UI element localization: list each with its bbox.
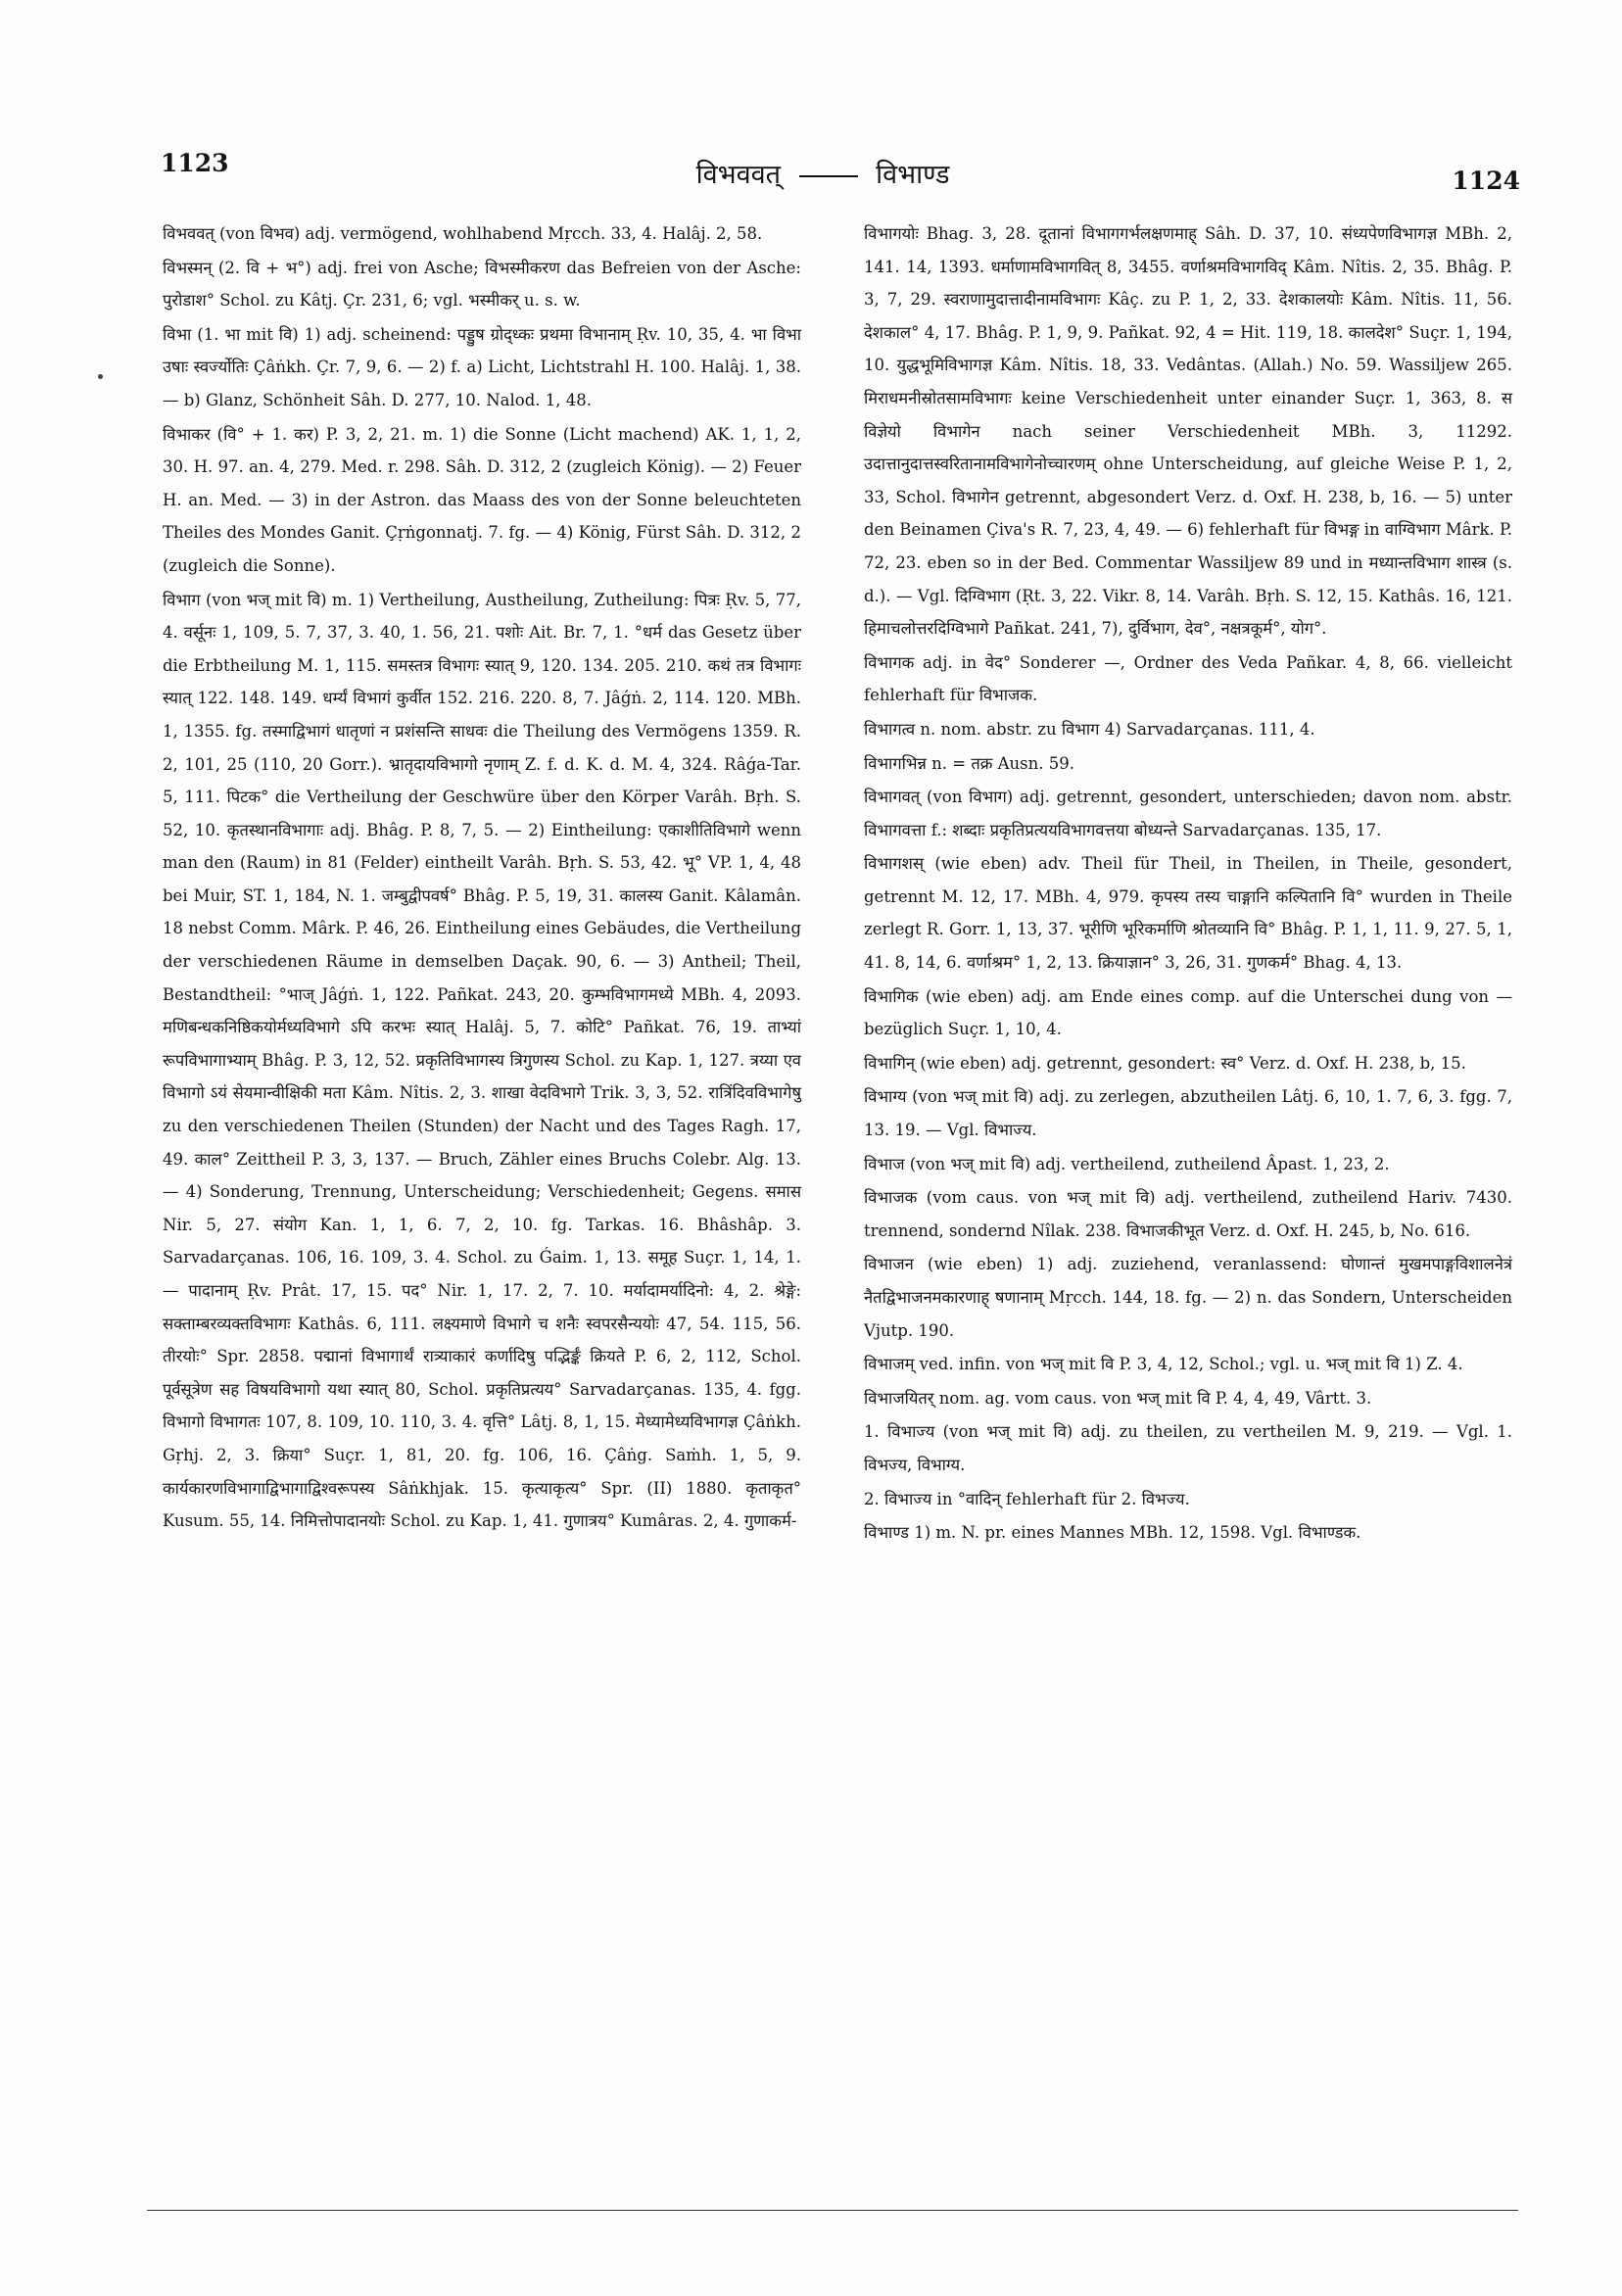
entry-vibhagin: विभागिन् (wie eben) adj. getrennt, gesondert: स्व° Verz. d. Oxf. H. 238, b, 15. <box>864 1053 1466 1073</box>
bottom-rule <box>147 2210 1518 2211</box>
entry-vibhakara: विभाकर (वि° + 1. कर) P. 3, 2, 21. m. 1) die Sonne (Licht machend) AK. 1, 1, 2, 30. H. 97. an. 4, 279. Med. r. 298. Sâh. D. 312, 2 (zugleich König). — 2) Feuer H. an. Med. — 3) in der Astron. das Maass des von der Sonne beleuchteten Theiles des Mondes Ganit. Çṛṅgonnatj. 7. fg. — 4) König, Fürst Sâh. D. 312, 2 (zugleich die Sonne). <box>163 424 801 575</box>
entry-vibhaga-continued: विभागयोः Bhag. 3, 28. दूतानां विभागगर्भलक्षणमाह् Sâh. D. 37, 10. संध्यपेणविभागज्ञ MBh. 2, 141. 14, 1393. धर्माणामविभागवित् 8, 3455. वर्णाश्रमविभागविद् Kâm. Nîtis. 2, 35. Bhâg. P. 3, 7, 29. स्वराणामुदात्तादीनामविभागः Kâç. zu P. 1, 2, 33. देशकालयोः Kâm. Nîtis. 11, 56. देशकाल° 4, 17. Bhâg. P. 1, 9, 9. Pañkat. 92, 4 = Hit. 119, 18. कालदेश° Suçr. 1, 194, 10. युद्धभूमिविभागज्ञ Kâm. Nîtis. 18, 33. Vedântas. (Allah.) No. 59. Wassiljew 265. मिराधमनीस्रोतसामविभागः keine Verschiedenheit unter einander Suçr. 1, 363, 8. स विज्ञेयो विभागेन nach seiner Verschiedenheit MBh. 3, 11292. उदात्तानुदात्तस्वरितानामविभागेनोच्चारणम् ohne Unterscheidung, auf gleiche Weise P. 1, 2, 33, Schol. विभागेन getrennt, abgesondert Verz. d. Oxf. H. 238, b, 16. — 5) unter den Beinamen Çiva's R. 7, 23, 4, 49. — 6) fehlerhaft für विभङ्ग in वाग्विभाग Mârk. P. 72, 23. eben so in der Bed. Commentar Wassiljew 89 und in मध्यान्तविभाग शास्त्र (s. d.). — Vgl. दिग्विभाग (Ṛt. 3, 22. Vikr. 8, 14. Varâh. Bṛh. S. 12, 15. Kathâs. 16, 121. हिमाचलोत्तरदिग्विभागे Pañkat. 241, 7), दुर्विभाग, देव°, नक्षत्रकूर्म°, योग°. <box>864 224 1512 639</box>
entry-vibha: विभा (1. भा mit वि) 1) adj. scheinend: पड्डुष ग्रोद्ध्कः प्रथमा विभानाम् Ṛv. 10, 35, 4. भा विभा उषाः स्वर्ज्योतिः Çâṅkh. Çr. 7, 9, 6. — 2) f. a) Licht, Lichtstrahl H. 100. Halâj. 1, 38. — b) Glanz, Schönheit Sâh. D. 277, 10. Nalod. 1, 48. <box>163 324 801 409</box>
entry-vibhagika: विभागिक (wie eben) adj. am Ende eines comp. auf die Unterschei dung von — bezüglich Suçr. 1, 10, 4. <box>864 986 1512 1039</box>
entry-vibhagabhinna: विभागभिन्न n. = तक्र Ausn. 59. <box>864 753 1075 773</box>
entry-vibhavavat: विभववत् (von विभव) adj. vermögend, wohlhabend Mṛcch. 33, 4. Halâj. 2, 58. <box>163 224 763 243</box>
entry-vibhagavat: विभागवत् (von विभाग) adj. getrennt, gesondert, unterschieden; davon nom. abstr. विभागवत्ता f.: शब्दाः प्रकृतिप्रत्ययविभागवत्तया बोध्यन्ते Sarvadarçanas. 135, 17. <box>864 788 1512 839</box>
entry-vibhaja: विभाज (von भज् mit वि) adj. vertheilend, zutheilend Âpast. 1, 23, 2. <box>864 1154 1390 1173</box>
entry-vibhajayitar: विभाजयितर् nom. ag. vom caus. von भज् mit वि P. 4, 4, 49, Vârtt. 3. <box>864 1388 1372 1408</box>
header-dash <box>799 175 858 177</box>
entry-vibhajam: विभाजम् ved. infin. von भज् mit वि P. 3, 4, 12, Schol.; vgl. u. भज् mit वि 1) Z. 4. <box>864 1355 1463 1374</box>
entry-vibhanda: विभाण्ड 1) m. N. pr. eines Mannes MBh. 12, 1598. Vgl. विभाण्डक. <box>864 1523 1361 1543</box>
running-header <box>588 155 1058 191</box>
page-number-left: 1123 <box>161 149 229 177</box>
entry-vibhagaka: विभागक adj. in वेद° Sonderer —, Ordner des Veda Pañkar. 4, 8, 66. vielleicht fehlerhaft für विभाजक. <box>864 652 1512 705</box>
entry-vibhagatva: विभागत्व n. nom. abstr. zu विभाग 4) Sarvadarçanas. 111, 4. <box>864 719 1315 739</box>
entry-vibhajaka: विभाजक (vom caus. von भज् mit वि) adj. vertheilend, zutheilend Hariv. 7430. trennend, sondernd Nîlak. 238. विभाजकीभूत Verz. d. Oxf. H. 245, b, No. 616. <box>864 1188 1512 1240</box>
page-number-right: 1124 <box>1452 167 1520 195</box>
header-last-word: विभाण्ड <box>876 160 950 190</box>
header-first-word: विभववत् <box>695 160 781 190</box>
entry-vibhagya: विभाग्य (von भज् mit वि) adj. zu zerlegen, abzutheilen Lâtj. 6, 10, 1. 7, 6, 3. fgg. 7, 13. 19. — Vgl. विभाज्य. <box>864 1087 1512 1140</box>
margin-mark <box>98 374 103 379</box>
entry-vibhajya-1: 1. विभाज्य (von भज् mit वि) adj. zu theilen, zu vertheilen M. 9, 219. — Vgl. 1. विभज्य, विभाग्य. <box>864 1422 1512 1474</box>
right-column <box>864 217 1512 1551</box>
entry-vibhajya-2: 2. विभाज्य in °वादिन् fehlerhaft für 2. विभज्य. <box>864 1489 1190 1508</box>
entry-vibhagashas: विभागशस् (wie eben) adv. Theil für Theil, in Theilen, in Theile, gesondert, getrennt M. 12, 17. MBh. 4, 979. कृपस्य तस्य चाङ्गानि कल्पितानि वि° wurden in Theile zerlegt R. Gorr. 1, 13, 37. भूरीणि भूरिकर्माणि श्रोतव्यानि वि° Bhâg. P. 1, 1, 11. 9, 27. 5, 1, 41. 8, 14, 6. वर्णाश्रम° 1, 2, 13. क्रियाज्ञान° 3, 26, 31. गुणकर्म° Bhag. 4, 13. <box>864 854 1512 973</box>
left-column <box>163 217 801 1539</box>
entry-vibhaga: विभाग (von भज् mit वि) m. 1) Vertheilung, Austheilung, Zutheilung: पित्रः Ṛv. 5, 77, 4. वर्सूनः 1, 109, 5. 7, 37, 3. 40, 1. 56, 21. पशोः Ait. Br. 7, 1. °धर्म das Gesetz über die Erbtheilung M. 1, 115. समस्तत्र विभागः स्यात् 9, 120. 134. 205. 210. कथं तत्र विभागः स्यात् 122. 148. 149. धर्म्यं विभागं कुर्वीत 152. 216. 220. 8, 7. Jâǵṅ. 2, 114. 120. MBh. 1, 1355. fg. तस्माद्विभागं धातृणां न प्रशंसन्ति साधवः die Theilung des Vermögens 1359. R. 2, 101, 25 (110, 20 Gorr.). भ्रातृदायविभागो नृणाम् Z. f. d. K. d. M. 4, 324. Râǵa-Tar. 5, 111. पिटक° die Vertheilung der Geschwüre über den Körper Varâh. Bṛh. S. 52, 10. कृतस्थानविभागाः adj. Bhâg. P. 8, 7, 5. — 2) Eintheilung: एकाशीतिविभागे wenn man den (Raum) in 81 (Felder) eintheilt Varâh. Bṛh. S. 53, 42. भू° VP. 1, 4, 48 bei Muir, ST. 1, 184, N. 1. जम्बुद्वीपवर्ष° Bhâg. P. 5, 19, 31. कालस्य Ganit. Kâlamân. 18 nebst Comm. Mârk. P. 46, 26. Eintheilung eines Gebäudes, die Vertheilung der verschiedenen Räume in demselben Daçak. 90, 6. — 3) Antheil; Theil, Bestandtheil: °भाज् Jâǵṅ. 1, 122. Pañkat. 243, 20. कुम्भविभागमध्ये MBh. 4, 2093. मणिबन्धकनिष्ठिकयोर्मध्यविभागे ऽपि करभः स्यात् Halâj. 5, 7. कोटि° Pañkat. 76, 19. ताभ्यां रूपविभागाभ्याम् Bhâg. P. 3, 12, 52. प्रकृतिविभागस्य त्रिगुणस्य Schol. zu Kap. 1, 127. त्रय्या एव विभागो ऽयं सेयमान्वीक्षिकी मता Kâm. Nîtis. 2, 3. शाखा वेदविभागे Trik. 3, 3, 52. रात्रिंदिवविभागेषु zu den verschiedenen Theilen (Stunden) der Nacht und des Tages Ragh. 17, 49. काल° Zeittheil P. 3, 3, 137. — Bruch, Zähler eines Bruchs Colebr. Alg. 13. — 4) Sonderung, Trennung, Unterscheidung; Verschiedenheit; Gegens. समास Nir. 5, 27. संयोग Kan. 1, 1, 6. 7, 2, 10. fg. Tarkas. 16. Bhâshâp. 3. Sarvadarçanas. 106, 16. 109, 3. 4. Schol. zu Ǵaim. 1, 13. समूह Suçr. 1, 14, 1. — पादानाम् Ṛv. Prât. 17, 15. पद° Nir. 1, 17. 2, 7. 10. मर्यादामर्यादिनो: 4, 2. श्रेङ्गे: सक्ताम्बरव्यक्तविभागः Kathâs. 6, 111. लक्ष्यमाणे विभागे च शनैः स्वपरसैन्ययोः 47, 54. 115, 56. तीरयोः° Spr. 2858. पद्मानां विभागार्थं रात्र्याकारं कर्णादिषु पद्भिर्ङ्कं क्रियते P. 6, 2, 112, Schol. पूर्वसूत्रेण सह विषयविभागो यथा स्यात् 80, Schol. प्रकृतिप्रत्यय° Sarvadarçanas. 135, 4. fgg. विभागो विभागतः 107, 8. 109, 10. 110, 3. 4. वृत्ति° Lâtj. 8, 1, 15. मेध्यामेध्यविभागज्ञ Çâṅkh. Gṛhj. 2, 3. क्रिया° Suçr. 1, 81, 20. fg. 106, 16. Çâṅg. Saṁh. 1, 5, 9. कार्यकारणविभागाद्विभागाद्विश्वरूपस्य Sâṅkhjak. 15. कृत्याकृत्य° Spr. (II) 1880. कृताकृत° Kusum. 55, 14. निमित्तोपादानयोः Schol. zu Kap. 1, 41. गुणात्रय° Kumâras. 2, 4. गुणाकर्म- <box>163 590 801 1531</box>
entry-vibhajana: विभाजन (wie eben) 1) adj. zuziehend, veranlassend: घोणान्तं मुखमपाङ्गविशालनेत्रं नैतद्विभाजनमकारणाह् षणानाम् Mṛcch. 144, 18. fg. — 2) n. das Sondern, Unterscheiden Vjutp. 190. <box>864 1255 1512 1340</box>
entry-vibhasman: विभस्मन् (2. वि + भ°) adj. frei von Asche; विभस्मीकरण das Befreien von der Asche: पुरोडाश° Schol. zu Kâtj. Çr. 231, 6; vgl. भस्मीकर् u. s. w. <box>163 258 801 311</box>
